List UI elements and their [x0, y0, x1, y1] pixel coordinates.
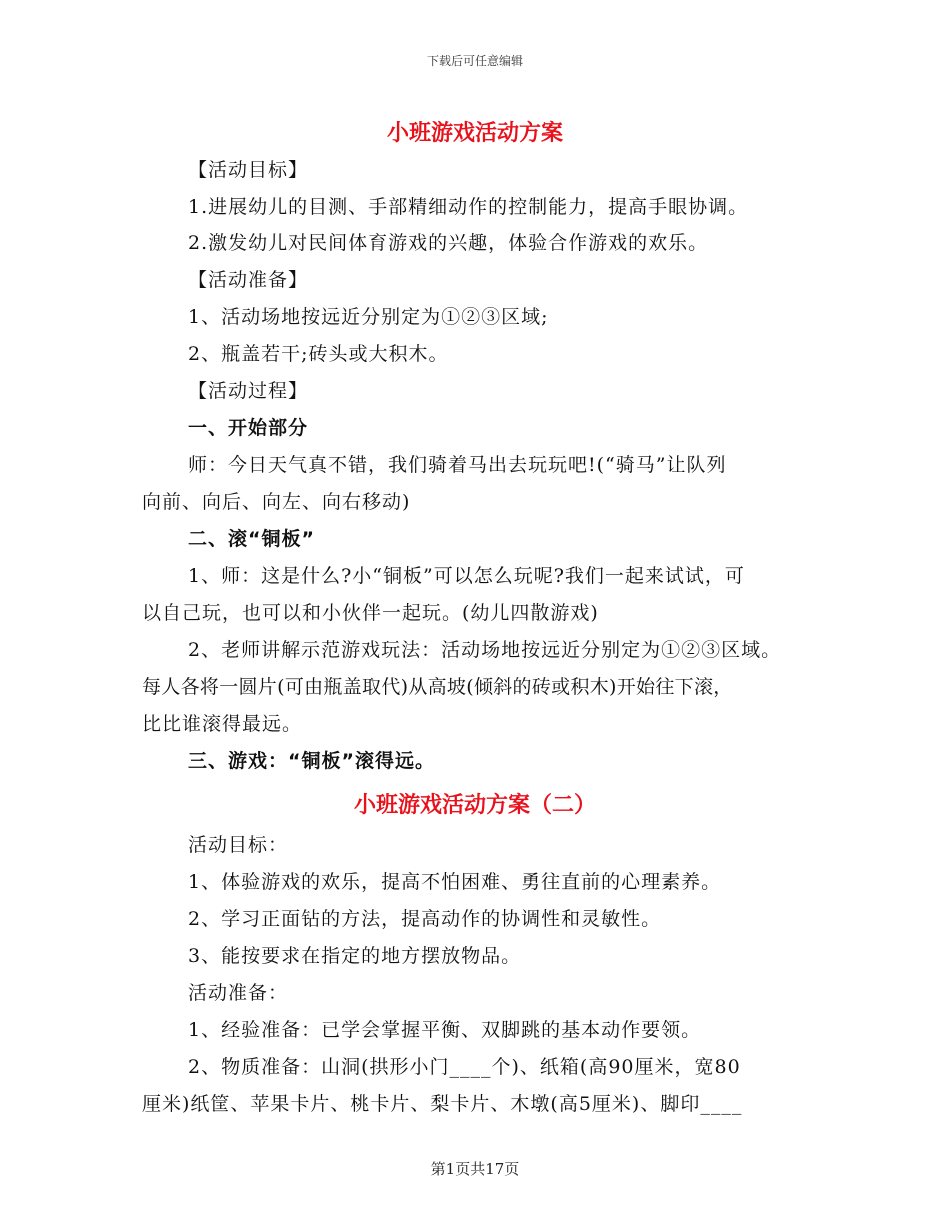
- paragraph-line: 1、活动场地按远近分别定为①②③区域;: [188, 306, 549, 328]
- paragraph-line: 2.激发幼儿对民间体育游戏的兴趣，体验合作游戏的欢乐。: [188, 232, 709, 254]
- paragraph-line: 2、老师讲解示范游戏玩法：活动场地按远近分别定为①②③区域。: [188, 639, 782, 661]
- paragraph-line: 2、学习正面钻的方法，提高动作的协调性和灵敏性。: [188, 908, 662, 930]
- paragraph-line: 每人各将一圆片(可由瓶盖取代)从高坡(倾斜的砖或积木)开始往下滚，: [142, 676, 733, 698]
- subsection-heading: 一、开始部分: [188, 417, 309, 439]
- paragraph-line: 比比谁滚得最远。: [142, 713, 303, 735]
- header-note: 下载后可任意编辑: [426, 54, 523, 68]
- page-footer: 第1页共17页: [430, 1160, 520, 1178]
- document-title: 小班游戏活动方案: [386, 121, 563, 146]
- paragraph-line: 1、体验游戏的欢乐，提高不怕困难、勇往直前的心理素养。: [188, 871, 722, 893]
- subsection-heading: 三、游戏：“铜板”滚得远。: [188, 750, 435, 772]
- section-heading: 【活动准备】: [188, 269, 309, 291]
- paragraph-line: 2、瓶盖若干;砖头或大积木。: [188, 343, 449, 365]
- paragraph-line: 1.进展幼儿的目测、手部精细动作的控制能力，提高手眼协调。: [188, 196, 749, 218]
- section-heading: 活动目标：: [188, 834, 289, 856]
- section-heading: 【活动过程】: [188, 380, 309, 402]
- paragraph-line: 3、能按要求在指定的地方摆放物品。: [188, 945, 522, 967]
- paragraph-line: 向前、向后、向左、向右移动): [142, 491, 411, 513]
- paragraph-line: 以自己玩，也可以和小伙伴一起玩。(幼儿四散游戏): [142, 602, 599, 624]
- paragraph-line: 1、师：这是什么?小“铜板”可以怎么玩呢?我们一起来试试，可: [188, 565, 745, 587]
- section-heading: 【活动目标】: [188, 159, 309, 181]
- paragraph-line: 2、物质准备：山洞(拱形小门____个)、纸箱(高90厘米，宽80: [188, 1056, 741, 1078]
- paragraph-line: 1、经验准备：已学会掌握平衡、双脚跳的基本动作要领。: [188, 1019, 702, 1041]
- paragraph-line: 师：今日天气真不错，我们骑着马出去玩玩吧!(“骑马”让队列: [188, 454, 727, 476]
- subsection-heading: 二、滚“铜板”: [188, 528, 315, 550]
- paragraph-line: 厘米)纸筐、苹果卡片、桃卡片、梨卡片、木墩(高5厘米)、脚印____: [142, 1093, 743, 1115]
- section-heading: 活动准备：: [188, 982, 289, 1004]
- document-title-2: 小班游戏活动方案（二）: [353, 793, 596, 818]
